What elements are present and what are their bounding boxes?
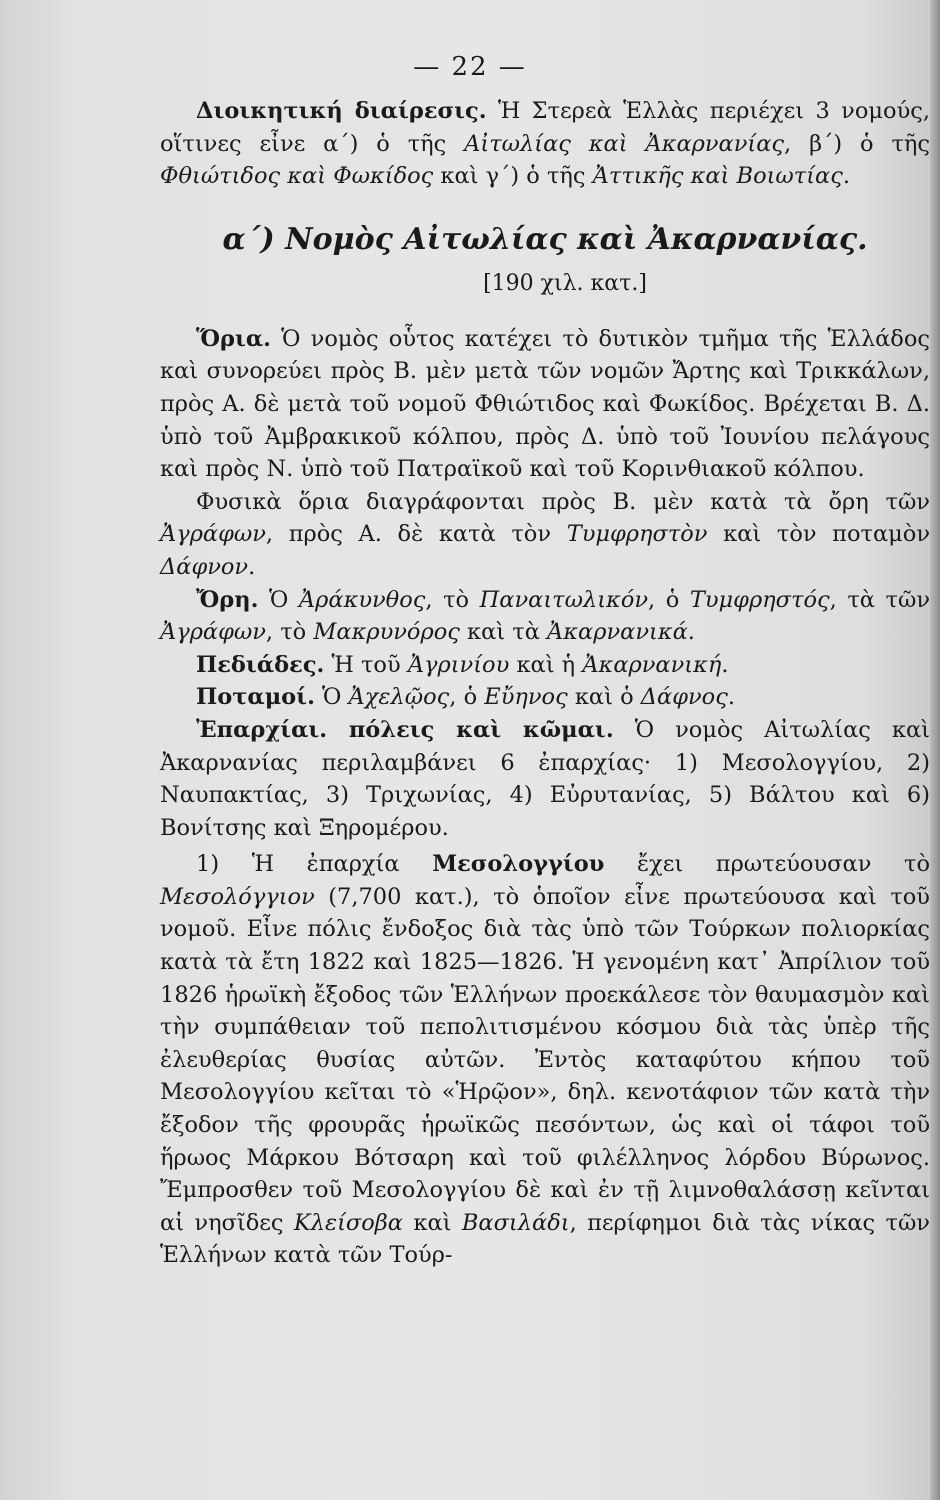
- text-run-italic: Αἰτωλίας καὶ Ἀκαρνανίας: [464, 130, 785, 157]
- text-run: , τὰ τῶν: [829, 586, 931, 613]
- section-label-mountains: Ὄρη.: [196, 586, 259, 613]
- paragraph-plains: [160, 649, 930, 682]
- text-run-italic: Ἀγράφων: [160, 521, 266, 548]
- text-run: Ὁ: [314, 684, 349, 711]
- page-number: — 22 —: [413, 52, 527, 82]
- section-heading: α΄) Νομὸς Αἰτωλίας καὶ Ἀκαρνανίας.: [222, 221, 868, 257]
- section-label-provinces: Ἐπαρχίαι. πόλεις καὶ κῶμαι.: [196, 716, 614, 743]
- text-run: , ὁ: [449, 684, 485, 711]
- paragraph-rivers: [160, 681, 930, 714]
- text-run: , τὸ: [265, 619, 314, 646]
- text-run: , τὸ: [425, 586, 480, 613]
- text-run-italic: Τυμφρηστός: [689, 586, 830, 613]
- text-run-italic: Βασιλάδι: [461, 1209, 570, 1236]
- text-run: .: [721, 651, 729, 678]
- text-run: Ἡ Στερεὰ Ἑλλὰς περιέχει 3 νομούς, οἵτινες εἶνε α΄) ὁ τῆς: [160, 98, 930, 157]
- text-run: 1) Ἡ ἐπαρχία: [196, 851, 433, 878]
- text-run: , περίφημοι διὰ τὰς νίκας τῶν Ἑλλήνων κατὰ τῶν Τούρ-: [160, 1209, 930, 1269]
- area-note: [190 χιλ. κατ.]: [483, 270, 647, 296]
- text-run-italic: Τυμφρηστὸν: [566, 521, 708, 548]
- page-body: [160, 95, 930, 1272]
- text-run: καὶ: [403, 1209, 462, 1236]
- text-run: Ἡ τοῦ: [324, 651, 408, 678]
- text-run: .: [727, 684, 735, 711]
- text-run-italic: Παναιτωλικόν: [479, 586, 649, 613]
- text-run: , πρὸς Α. δὲ κατὰ τὸν: [265, 521, 567, 548]
- text-run: .: [248, 553, 256, 580]
- text-run: καὶ γ΄) ὁ τῆς: [433, 163, 593, 190]
- text-run: καὶ τὸν ποταμὸν: [707, 521, 931, 548]
- text-run-italic: Φθιώτιδος καὶ Φωκίδος: [160, 163, 434, 190]
- text-run-italic: Ἀγράφων: [160, 619, 266, 646]
- paragraph-mesolongi: [160, 848, 930, 1272]
- text-run-italic: Μακρυνόρος: [313, 619, 460, 646]
- section-label-rivers: Ποταμοί.: [196, 684, 315, 711]
- text-run-italic: Μεσολόγγιον: [160, 883, 315, 910]
- paragraph-borders: [160, 323, 930, 486]
- text-run-italic: Ἀκαρνανικά: [547, 619, 688, 646]
- text-run: καὶ ἡ: [509, 651, 583, 678]
- section-label-mesolongi: Μεσολογγίου: [432, 851, 605, 878]
- paragraph-provinces: [160, 714, 930, 844]
- text-run: καὶ ὁ: [567, 684, 641, 711]
- section-label-borders: Ὅρια.: [196, 325, 271, 352]
- text-run: .: [687, 619, 695, 646]
- text-run-italic: Ἀγρινίου: [407, 651, 510, 678]
- text-run: καὶ τὰ: [459, 619, 548, 646]
- paragraph-mountains: [160, 584, 930, 649]
- text-run-italic: Δάφνον: [160, 553, 249, 580]
- section-label-administrative-division: Διοικητική διαίρεσις.: [196, 98, 487, 124]
- paragraph-administrative-division: [160, 95, 930, 193]
- text-run-italic: Ἀττικῆς καὶ Βοιωτίας: [592, 163, 843, 190]
- text-run-italic: Ἀχελῷος: [348, 684, 450, 711]
- text-run: Ὁ νομὸς Αἰτωλίας καὶ Ἀκαρνανίας περιλαμβάνει 6 ἐπαρχίας· 1) Μεσολογγίου, 2) Ναυπακτίας, 3) Τριχωνίας, 4) Εὐρυτανίας, 5) Βάλτου καὶ 6) Βονίτσης καὶ Ξηρομέρου.: [160, 716, 930, 841]
- section-label-plains: Πεδιάδες.: [196, 651, 325, 678]
- text-run: Ὁ: [258, 586, 299, 613]
- text-run-italic: Ἀράκυνθος: [298, 586, 426, 613]
- text-run: , β΄) ὁ τῆς: [784, 130, 930, 157]
- text-run-italic: Κλείσοβα: [293, 1209, 403, 1236]
- text-run: Ὁ νομὸς οὗτος κατέχει τὸ δυτικὸν τμῆμα τῆς Ἑλλάδος καὶ συνορεύει πρὸς Β. μὲν μετὰ τῶν νομῶν Ἄρτης καὶ Τρικκάλων, πρὸς Α. δὲ μετὰ τοῦ νομοῦ Φθιώτιδος καὶ Φωκίδος. Βρέχεται Β. Δ. ὑπὸ τοῦ Ἀμβρακικοῦ κόλπου, πρὸς Δ. ὑπὸ τοῦ Ἰουνίου πελάγους καὶ πρὸς Ν. ὑπὸ τοῦ Πατραϊκοῦ καὶ τοῦ Κορινθιακοῦ κόλπου.: [160, 325, 930, 483]
- text-run: , ὁ: [648, 586, 690, 613]
- text-run: .: [842, 163, 851, 190]
- text-run-italic: Εὔηνος: [484, 684, 568, 711]
- text-run-italic: Ἀκαρνανική: [582, 651, 722, 678]
- text-run: Φυσικὰ ὅρια διαγράφονται πρὸς Β. μὲν κατὰ τὰ ὄρη τῶν: [196, 488, 930, 515]
- text-run: ἔχει πρωτεύουσαν τὸ: [604, 851, 930, 878]
- paragraph-natural-borders: [160, 486, 930, 584]
- text-run: (7,700 κατ.), τὸ ὁποῖον εἶνε πρωτεύουσα καὶ τοῦ νομοῦ. Εἶνε πόλις ἔνδοξος διὰ τὰς ὑπὸ τῶν Τούρκων πολιορκίας κατὰ τὰ ἔτη 1822 καὶ 1825—1826. Ἡ γενομένη κατ᾽ Ἀπρίλιον τοῦ 1826 ἡρωϊκὴ ἔξοδος τῶν Ἑλλήνων προεκάλεσε τὸν θαυμασμὸν καὶ τὴν συμπάθειαν τοῦ πεπολιτισμένου κόσμου διὰ τὰς ὑπὲρ τῆς ἐλευθερίας θυσίας αὐτῶν. Ἐντὸς καταφύτου κήπου τοῦ Μεσολογγίου κεῖται τὸ «Ἡρῷον», δηλ. κενοτάφιον τῶν κατὰ τὴν ἔξοδον τῆς φρουρᾶς ἡρωϊκῶς πεσόντων, ὡς καὶ οἱ τάφοι τοῦ ἥρωος Μάρκου Βότσαρη καὶ τοῦ φιλέλληνος λόρδου Βύρωνος. Ἔμπροσθεν τοῦ Μεσολογγίου δὲ καὶ ἐν τῇ λιμνοθαλάσσῃ κεῖνται αἱ νησῖδες: [160, 883, 930, 1236]
- text-run-italic: Δάφνος: [640, 684, 728, 711]
- page-edge-shadow: [930, 0, 940, 1500]
